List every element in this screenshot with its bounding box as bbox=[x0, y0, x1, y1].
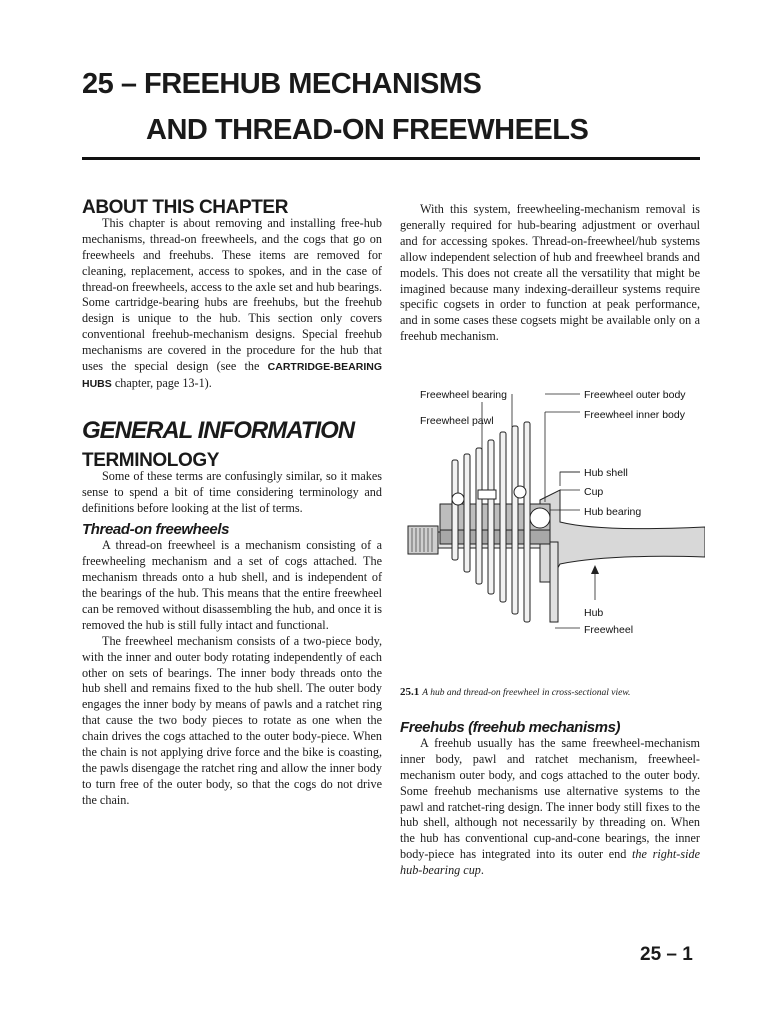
label-freewheel: Freewheel bbox=[584, 624, 634, 636]
label-freewheel-inner-body: Freewheel inner body bbox=[584, 409, 685, 421]
about-paragraph: This chapter is about removing and installing free-hub mechanisms, thread-on freewheels, and the cogs that go on freewheels and freehubs. These items are removed for cleaning, replacement, access to spokes, and in the case of thread-on freewheels, access to the axle set and hub bearings. Some cartridge-bearing hubs are freehubs, but the freehub design is unique to the hub. This section only covers conventional freehub-mechanism designs. Special freehub mechanisms are covered in the procedure for the hub that uses the special design (see the CARTRIDGE-BEARING HUBS chapter, page 13-1). bbox=[82, 215, 382, 390]
label-freewheel-bearing: Freewheel bearing bbox=[420, 389, 507, 401]
label-freewheel-pawl: Freewheel pawl bbox=[420, 415, 494, 427]
right-intro bbox=[400, 202, 700, 345]
right-intro-paragraph: With this system, freewheeling-mechanism removal is generally required for hub-bearing adjustment or overhaul and for accessing spokes. Thread-on-freewheel/hub systems allow independent selection of hub and freewheel brands and models. This does not create all the versatility that might be imagined because many indexing-derailleur systems require specific cogsets in order to function at peak performance, and in some cases these cogsets might be available only on a freehub mechanism. bbox=[400, 202, 700, 344]
general-information-heading: GENERAL INFORMATION bbox=[82, 416, 355, 444]
thread-on-paragraph-2: The freewheel mechanism consists of a two-piece body, with the inner and outer body rotating independently of each other on sets of bearings. The inner body threads onto the hub shell and remains fixed to the hub shell. The outer body engages the inner body by means of pawls and a ratchet ring that cause the two body pieces to rotate as one when the chain drives the cogs attached to the outer body-piece. When the chain is not applying drive force and the bike is coasting, the pawls disengage the ratchet ring and allow the inner body to turn free of the outer body, so that the cogs do not drive the chain. bbox=[82, 633, 382, 807]
left-column bbox=[82, 197, 382, 809]
chapter-title-line-1: 25 – FREEHUB MECHANISMS bbox=[82, 68, 482, 100]
hub-cross-section-figure bbox=[400, 382, 705, 642]
label-cup: Cup bbox=[584, 486, 604, 498]
label-hub-bearing: Hub bearing bbox=[584, 506, 642, 518]
label-hub-shell: Hub shell bbox=[584, 467, 628, 479]
about-heading: ABOUT THIS CHAPTER bbox=[82, 197, 289, 218]
cartridge-hubs-ref: CARTRIDGE-BEARING HUBS bbox=[82, 361, 382, 390]
thread-on-paragraph-1: A thread-on freewheel is a mechanism consisting of a freewheeling mechanism and a set of cogs attached. The mechanism threads onto a hub shell, and is independent of the bearings of the hub. This means that the entire freewheel can be removed without disassembling the hub, and once it is removed the hub is still fully intact and functional. bbox=[82, 538, 382, 632]
terminology-heading: TERMINOLOGY bbox=[82, 449, 220, 471]
freehubs-section bbox=[400, 720, 700, 879]
thread-on-heading: Thread-on freewheels bbox=[82, 521, 230, 539]
page-number: 25 – 1 bbox=[640, 944, 693, 965]
terminology-paragraph: Some of these terms are confusingly similar, so it makes sense to spend a bit of time considering terminology and definitions before looking at the list of terms. bbox=[82, 468, 382, 515]
title-rule bbox=[82, 157, 700, 160]
label-freewheel-outer-body: Freewheel outer body bbox=[584, 389, 686, 401]
figure-number: 25.1 bbox=[400, 686, 420, 698]
label-hub: Hub bbox=[584, 607, 604, 619]
freehubs-heading: Freehubs (freehub mechanisms) bbox=[400, 719, 621, 736]
chapter-title-line-2: AND THREAD-ON FREEWHEELS bbox=[146, 114, 589, 146]
figure-caption: 25.1 A hub and thread-on freewheel in cross-sectional view. bbox=[400, 686, 631, 698]
freehubs-paragraph: A freehub usually has the same freewheel-mechanism inner body, pawl and ratchet mechanism, freewheel-mechanism outer body, and cogs attached to the outer body. Some freehub mechanisms use alternative systems to the pawl and ratchet-ring design. The inner body still fixes to the hub shell, although not necessarily by threading on. When the hub has conventional cup-and-cone bearings, the inner body-piece has integrated into its outer end the right-side hub-bearing cup. bbox=[400, 735, 700, 878]
